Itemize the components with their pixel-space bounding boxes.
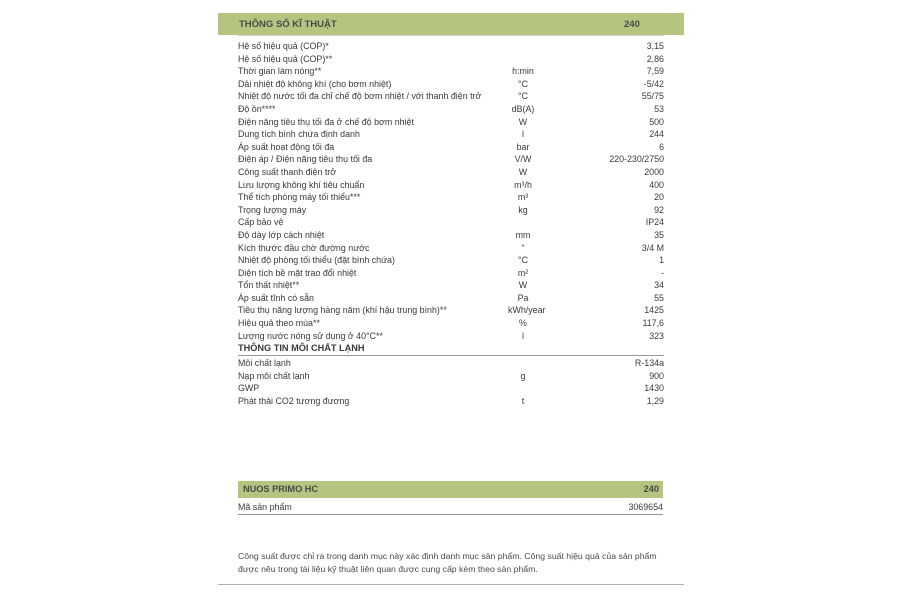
spec-unit: " xyxy=(521,242,525,253)
spec-row xyxy=(238,395,664,408)
spec-label: Hệ số hiệu quả (COP)* xyxy=(238,41,329,51)
spec-value: 55 xyxy=(654,292,664,303)
spec-label: Hiệu quả theo mùa** xyxy=(238,318,320,329)
spec-value: R-134a xyxy=(634,358,664,369)
model-header-bar xyxy=(238,481,663,498)
product-code-value: 3069654 xyxy=(628,502,663,512)
spec-label: Trọng lượng máy xyxy=(238,204,307,215)
spec-header-bar xyxy=(218,13,684,35)
spec-label: Cấp bảo vệ xyxy=(238,217,284,228)
spec-value: 55/75 xyxy=(641,91,664,102)
spec-value: 2000 xyxy=(644,166,664,177)
model-value: 240 xyxy=(643,484,659,494)
spec-value: 3/4 M xyxy=(641,242,664,253)
spec-row xyxy=(238,242,664,255)
spec-label: Điện áp / Điện năng tiêu thụ tối đa xyxy=(238,154,373,165)
product-code-row xyxy=(238,500,663,514)
spec-value: 92 xyxy=(654,204,664,215)
spec-value: 1 xyxy=(659,255,664,266)
product-code-divider xyxy=(238,514,663,515)
spec-value: 220-230/2750 xyxy=(609,154,664,165)
spec-row xyxy=(238,382,664,395)
spec-row xyxy=(238,204,664,217)
spec-label: Tổn thất nhiệt** xyxy=(238,280,300,291)
spec-row xyxy=(238,330,664,343)
spec-label: Điện năng tiêu thụ tối đa ở chế độ bơm nhiệt xyxy=(238,116,414,127)
spec-label: GWP xyxy=(238,383,260,394)
spec-label: Độ ồn**** xyxy=(238,103,276,114)
spec-row xyxy=(238,116,664,129)
spec-label: Công suất thanh điện trở xyxy=(238,166,337,177)
spec-value: 20 xyxy=(654,192,664,203)
spec-unit: °C xyxy=(518,255,528,266)
spec-value: 244 xyxy=(649,129,664,140)
spec-value: 34 xyxy=(654,280,664,291)
spec-label: Phát thải CO2 tương đương xyxy=(238,396,350,407)
bottom-divider xyxy=(218,584,684,585)
spec-label: Hệ số hiệu quả (COP)** xyxy=(238,53,333,64)
spec-value: 117,6 xyxy=(642,318,664,329)
spec-row xyxy=(238,179,664,192)
spec-value: 500 xyxy=(649,116,664,127)
spec-unit: kg xyxy=(518,204,528,215)
spec-value: 1430 xyxy=(644,383,664,394)
spec-unit: m² xyxy=(517,267,529,278)
spec-label: Dung tích bình chứa định danh xyxy=(238,129,360,140)
spec-value: 53 xyxy=(654,103,664,114)
footnote-text: Công suất được chỉ ra trong danh mục này xác định danh mục sản phẩm. Công suất hiệu quả của sản phẩm được nêu trong tài liệu kỹ thuật liên quan được cung cấp kèm theo sản phẩm. xyxy=(238,551,657,574)
spec-row xyxy=(238,279,664,292)
spec-unit: % xyxy=(519,318,527,329)
spec-unit: kWh/year xyxy=(508,305,546,316)
spec-label: Nhiệt độ phòng tối thiểu (đặt bình chứa) xyxy=(238,255,395,266)
spec-label: Lưu lượng không khí tiêu chuẩn xyxy=(238,179,365,190)
spec-row xyxy=(238,65,664,78)
spec-label: Lượng nước nóng sử dụng ở 40°C** xyxy=(238,330,383,341)
spec-unit: bar xyxy=(516,141,530,152)
spec-row xyxy=(238,166,664,179)
spec-unit: dB(A) xyxy=(511,103,535,114)
spec-label: Nhiệt độ nước tối đa chỉ chế độ bơm nhiệt / với thanh điện trở xyxy=(238,91,482,102)
spec-row xyxy=(238,267,664,280)
spec-row xyxy=(238,229,664,242)
spec-row xyxy=(238,357,664,370)
spec-sheet xyxy=(218,0,684,600)
refrigerant-divider xyxy=(238,355,664,356)
spec-value: 323 xyxy=(649,330,664,341)
spec-unit: t xyxy=(521,396,525,407)
spec-label: Độ dày lớp cách nhiệt xyxy=(238,229,325,240)
spec-row xyxy=(238,40,664,53)
spec-row xyxy=(238,128,664,141)
spec-row xyxy=(238,78,664,91)
spec-label: Tiêu thụ năng lượng hàng năm (khí hậu trung bình)** xyxy=(238,305,447,316)
spec-value: 1,29 xyxy=(646,396,664,407)
spec-row xyxy=(238,103,664,116)
spec-row xyxy=(238,292,664,305)
spec-label: Áp suất tĩnh có sẵn xyxy=(238,292,314,303)
model-title: NUOS PRIMO HC xyxy=(243,484,319,494)
spec-value: 7,59 xyxy=(646,66,664,77)
spec-row xyxy=(238,304,664,317)
spec-unit: h:min xyxy=(512,66,534,77)
spec-value: 900 xyxy=(649,370,664,381)
spec-header-model: 240 xyxy=(624,19,640,30)
refrigerant-section-title: THÔNG TIN MÔI CHẤT LẠNH xyxy=(238,343,365,354)
spec-header-title: THÔNG SỐ KĨ THUẬT xyxy=(239,19,337,30)
spec-row xyxy=(238,254,664,267)
spec-row xyxy=(238,141,664,154)
spec-unit: W xyxy=(518,116,528,127)
spec-unit: g xyxy=(520,370,526,381)
spec-label: Môi chất lạnh xyxy=(238,358,291,369)
spec-value: 2,86 xyxy=(646,53,664,64)
spec-row xyxy=(238,53,664,66)
spec-row xyxy=(238,370,664,383)
spec-unit: W xyxy=(518,166,528,177)
spec-label: Kích thước đầu chờ đường nước xyxy=(238,242,370,253)
spec-unit: m³/h xyxy=(514,179,532,190)
spec-row xyxy=(238,191,664,204)
spec-unit: °C xyxy=(518,91,528,102)
spec-value: IP24 xyxy=(645,217,664,228)
spec-unit: m³ xyxy=(517,192,529,203)
spec-label: Áp suất hoạt động tối đa xyxy=(238,141,335,152)
header-divider xyxy=(238,35,664,36)
spec-value: 3,15 xyxy=(646,41,664,51)
spec-label: Thể tích phòng máy tối thiểu*** xyxy=(238,192,361,203)
spec-value: 1425 xyxy=(644,305,664,316)
spec-row xyxy=(238,317,664,330)
spec-value: 6 xyxy=(659,141,664,152)
spec-label: Thời gian làm nóng** xyxy=(238,66,322,77)
spec-unit: mm xyxy=(515,229,531,240)
spec-unit: V/W xyxy=(514,154,532,165)
spec-unit: l xyxy=(522,330,524,341)
spec-value: 35 xyxy=(654,229,664,240)
spec-table xyxy=(238,40,664,408)
spec-value: 400 xyxy=(649,179,664,190)
spec-label: Dải nhiệt độ không khí (cho bơm nhiệt) xyxy=(238,78,392,89)
spec-label: Diện tích bề mặt trao đổi nhiệt xyxy=(238,267,357,278)
spec-unit: Pa xyxy=(517,292,529,303)
spec-unit: °C xyxy=(518,78,528,89)
spec-row xyxy=(238,153,664,166)
spec-row xyxy=(238,216,664,229)
spec-unit: W xyxy=(518,280,528,291)
product-code-label: Mã sản phẩm xyxy=(238,502,292,512)
spec-value: -5/42 xyxy=(643,78,664,89)
spec-row xyxy=(238,90,664,103)
spec-value: - xyxy=(661,267,664,278)
spec-label: Nạp môi chất lạnh xyxy=(238,370,310,381)
spec-unit: l xyxy=(522,129,524,140)
